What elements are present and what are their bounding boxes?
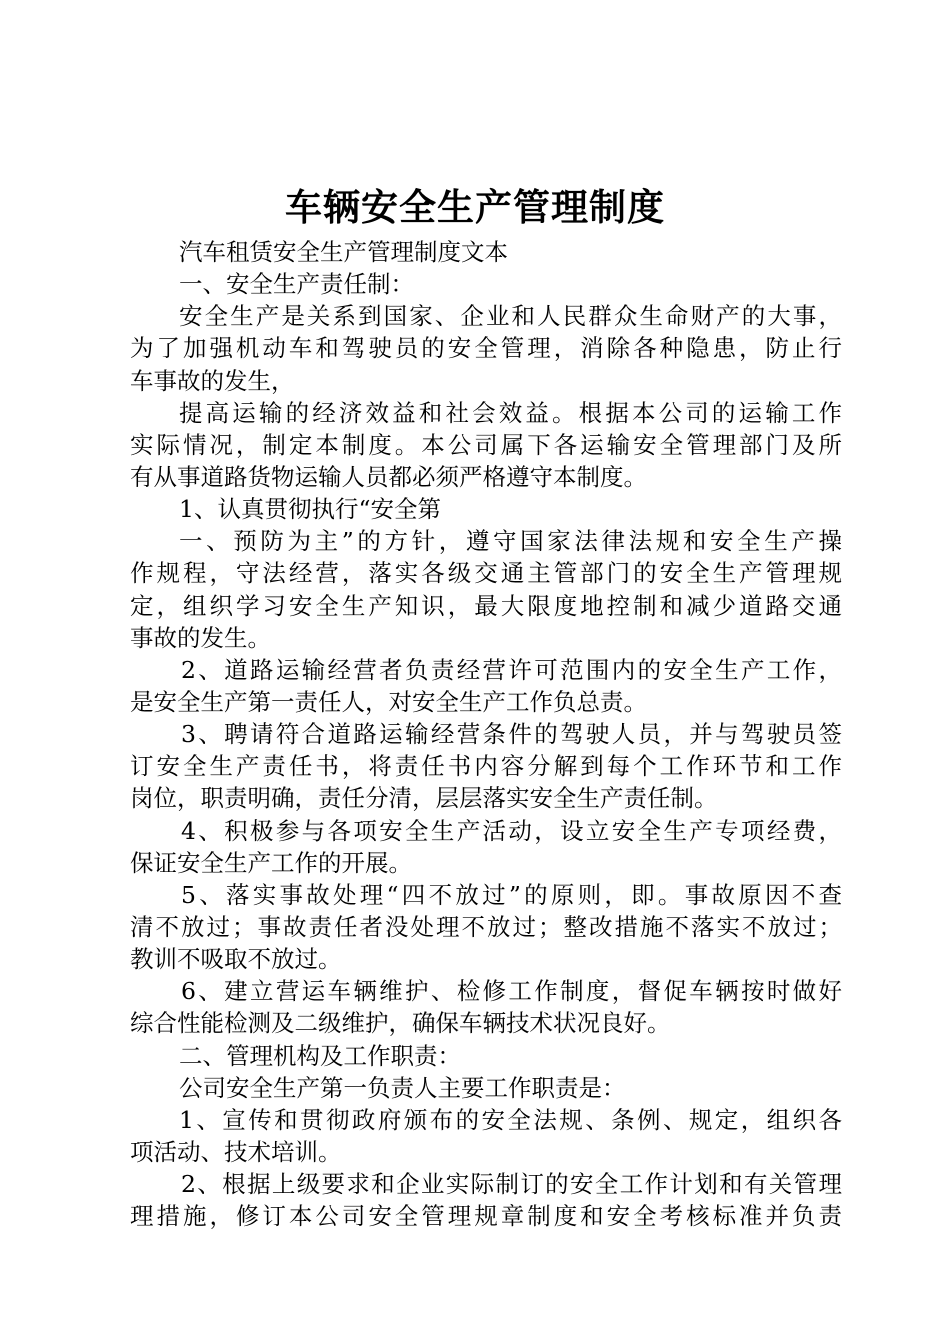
paragraph-line: 清不放过；事故责任者没处理不放过；整改措施不落实不放过； [130,912,842,941]
paragraph-line: 汽车租赁安全生产管理制度文本 [179,238,508,266]
paragraph-line: 订安全生产责任书，将责任书内容分解到每个工作环节和工作 [130,752,842,781]
list-item: 3、聘请符合道路运输经营条件的驾驶人员，并与驾驶员签 [181,720,842,749]
paragraph-line: 教训不吸取不放过。 [130,945,342,974]
list-item: 2、根据上级要求和企业实际制订的安全工作计划和有关管理 [181,1170,842,1199]
list-item: 2、道路运输经营者负责经营许可范围内的安全生产工作， [181,655,842,684]
list-item: 1、认真贯彻执行“安全第 [179,495,441,524]
paragraph-line: 一、预防为主”的方针，遵守国家法律法规和安全生产操 [179,527,842,556]
document-title: 车辆安全生产管理制度 [285,185,665,229]
section-heading: 二、管理机构及工作职责： [179,1041,461,1070]
paragraph-line: 为了加强机动车和驾驶员的安全管理，消除各种隐患，防止行 [130,334,842,363]
paragraph-line: 综合性能检测及二级维护，确保车辆技术状况良好。 [130,1009,671,1038]
paragraph-line: 事故的发生。 [130,623,271,652]
paragraph-line: 公司安全生产第一负责人主要工作职责是： [179,1073,626,1102]
paragraph-line: 车事故的发生， [130,366,295,395]
paragraph-line: 是安全生产第一责任人，对安全生产工作负总责。 [130,687,647,716]
list-item: 1、宣传和贯彻政府颁布的安全法规、条例、规定，组织各 [179,1105,842,1134]
paragraph-line: 项活动、技术培训。 [130,1137,342,1166]
paragraph-line: 提高运输的经济效益和社会效益。根据本公司的运输工作 [179,398,842,427]
paragraph-line: 作规程，守法经营，落实各级交通主管部门的安全生产管理规 [130,559,842,588]
document-body [130,236,842,1232]
list-item: 4、积极参与各项安全生产活动，设立安全生产专项经费， [181,816,842,845]
list-item: 6、建立营运车辆维护、检修工作制度，督促车辆按时做好 [181,977,842,1006]
paragraph-line: 岗位，职责明确，责任分清，层层落实安全生产责任制。 [130,784,718,813]
paragraph-line: 定，组织学习安全生产知识，最大限度地控制和减少道路交通 [130,591,842,620]
paragraph-line: 有从事道路货物运输人员都必须严格遵守本制度。 [130,462,647,491]
paragraph-line: 实际情况，制定本制度。本公司属下各运输安全管理部门及所 [130,430,842,459]
paragraph-line: 理措施，修订本公司安全管理规章制度和安全考核标准并负责 [130,1202,842,1231]
list-item: 5、落实事故处理“四不放过”的原则，即。事故原因不查 [181,880,842,909]
section-heading: 一、安全生产责任制： [179,270,414,299]
paragraph-line: 安全生产是关系到国家、企业和人民群众生命财产的大事， [179,302,842,331]
paragraph-line: 保证安全生产工作的开展。 [130,848,412,877]
